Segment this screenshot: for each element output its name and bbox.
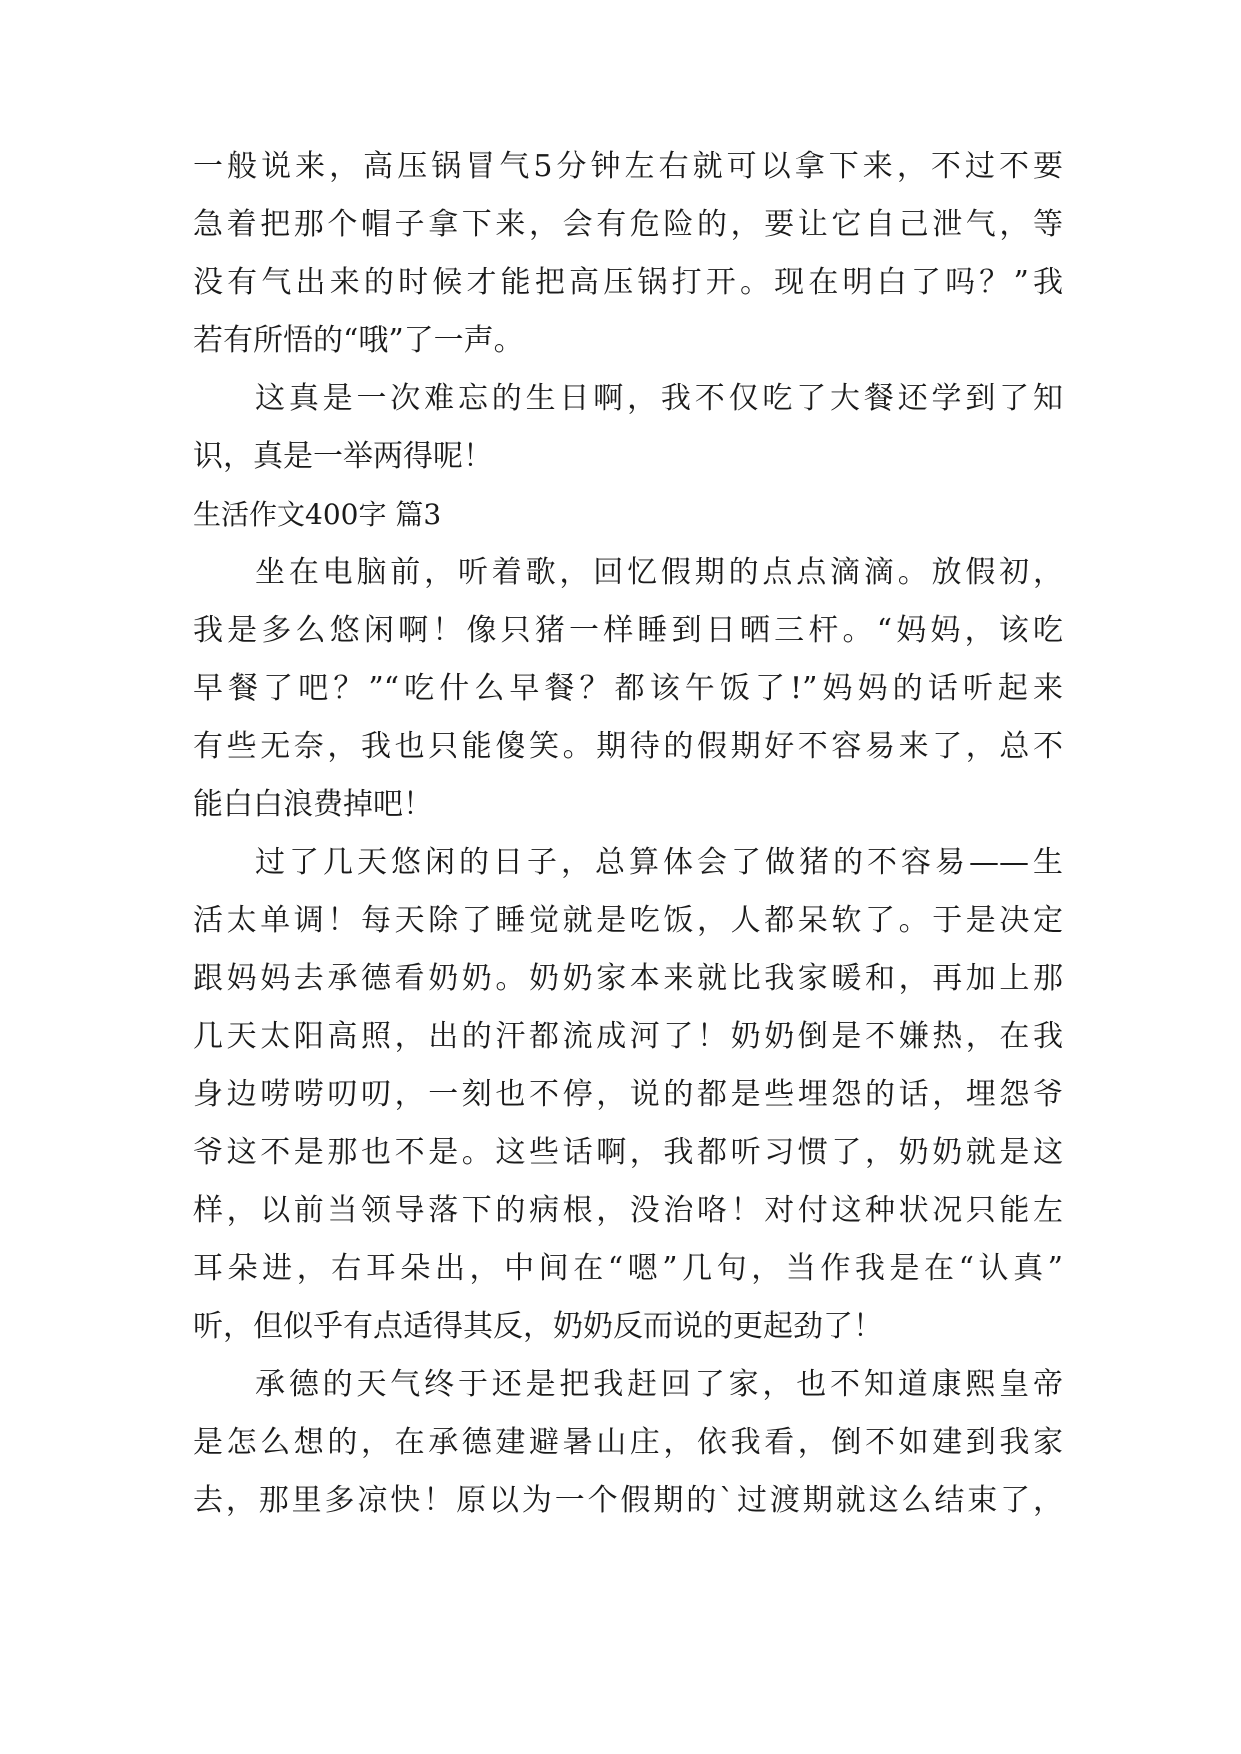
text-line: 没有气出来的时候才能把高压锅打开。现在明白了吗？”我: [193, 265, 1063, 300]
text-line: 坐在电脑前，听着歌，回忆假期的点点滴滴。放假初，: [255, 555, 1063, 590]
text-line: 一般说来，高压锅冒气5分钟左右就可以拿下来，不过不要: [193, 149, 1063, 184]
text-line: 有些无奈，我也只能傻笑。期待的假期好不容易来了，总不: [193, 729, 1063, 764]
text-line: 样，以前当领导落下的病根，没治咯！对付这种状况只能左: [193, 1193, 1063, 1228]
text-line: 早餐了吧？”“吃什么早餐？都该午饭了!”妈妈的话听起来: [193, 671, 1063, 706]
text-line: 若有所悟的“哦”了一声。: [193, 323, 524, 358]
text-line: 身边唠唠叨叨，一刻也不停，说的都是些埋怨的话，埋怨爷: [193, 1077, 1063, 1112]
text-line: 跟妈妈去承德看奶奶。奶奶家本来就比我家暖和，再加上那: [193, 961, 1063, 996]
text-line: 急着把那个帽子拿下来，会有危险的，要让它自己泄气，等: [193, 207, 1063, 242]
text-line: 去，那里多凉快！原以为一个假期的`过渡期就这么结束了，: [193, 1483, 1063, 1518]
text-line: 爷这不是那也不是。这些话啊，我都听习惯了，奶奶就是这: [193, 1135, 1063, 1170]
text-line: 听，但似乎有点适得其反，奶奶反而说的更起劲了！: [193, 1309, 883, 1344]
text-line: 识，真是一举两得呢！: [193, 439, 493, 474]
text-line: 活太单调！每天除了睡觉就是吃饭，人都呆软了。于是决定: [193, 903, 1063, 938]
text-line: 过了几天悠闲的日子，总算体会了做猪的不容易——生: [255, 845, 1063, 880]
text-line: 能白白浪费掉吧！: [193, 787, 433, 822]
text-line: 耳朵进，右耳朵出，中间在“嗯”几句，当作我是在“认真”: [193, 1251, 1063, 1286]
text-line: 是怎么想的，在承德建避暑山庄，依我看，倒不如建到我家: [193, 1425, 1063, 1460]
text-line: 几天太阳高照，出的汗都流成河了！奶奶倒是不嫌热，在我: [193, 1019, 1063, 1054]
text-line: 我是多么悠闲啊！像只猪一样睡到日晒三杆。“妈妈，该吃: [193, 613, 1063, 648]
text-line: 承德的天气终于还是把我赶回了家，也不知道康熙皇帝: [255, 1367, 1063, 1402]
section-heading: 生活作文400字 篇3: [193, 498, 442, 531]
text-line: 这真是一次难忘的生日啊，我不仅吃了大餐还学到了知: [255, 381, 1063, 416]
